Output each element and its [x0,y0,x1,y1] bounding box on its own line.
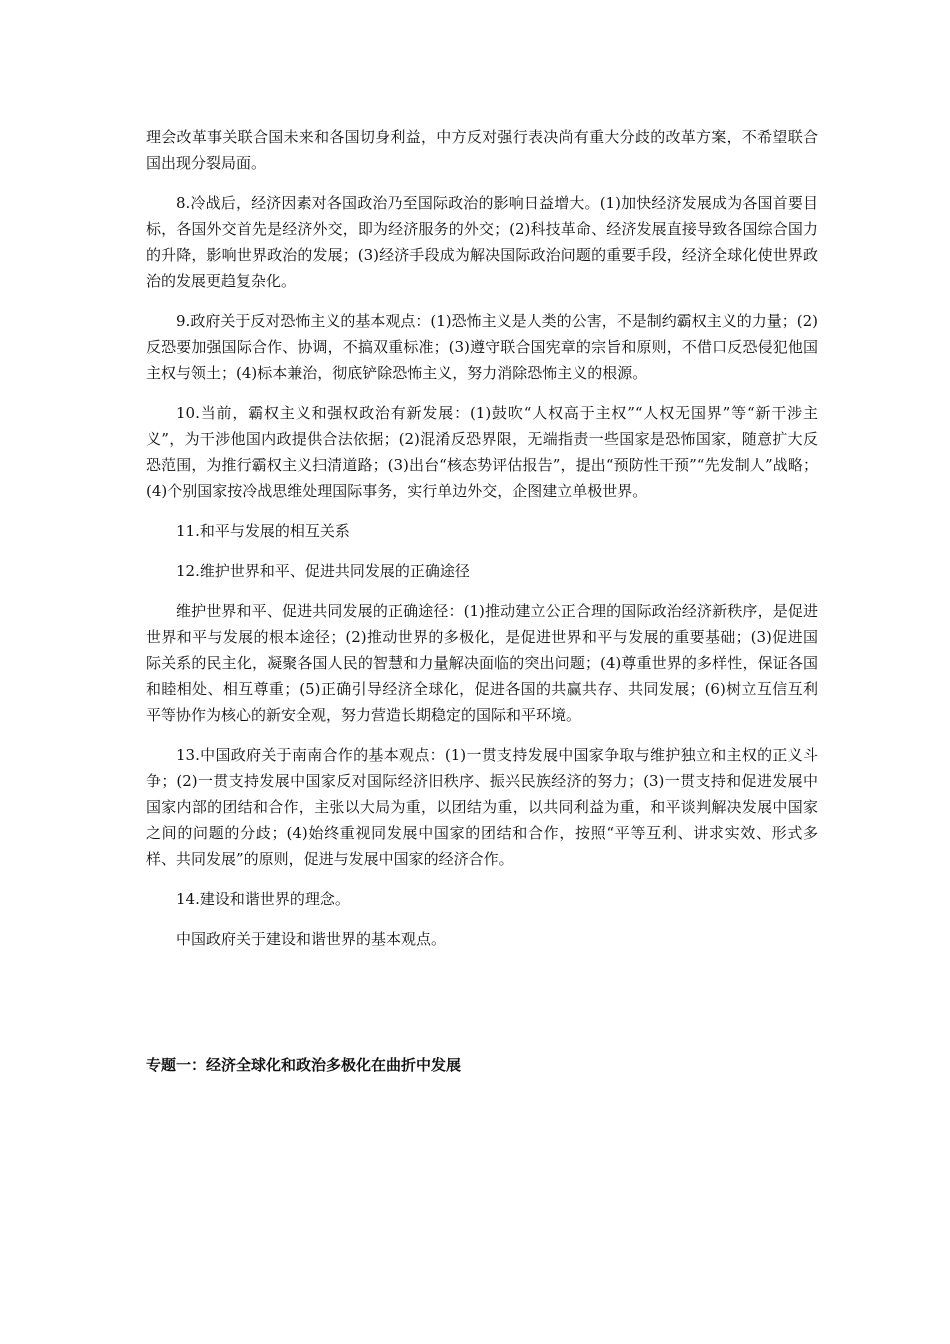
section-heading: 专题一：经济全球化和政治多极化在曲折中发展 [146,1056,462,1074]
paragraph-14-detail: 中国政府关于建设和谐世界的基本观点。 [176,930,447,948]
paragraph-14: 14.建设和谐世界的理念。 [176,890,350,908]
section-spacer [146,966,818,1052]
paragraph-12-detail: 维护世界和平、促进共同发展的正确途径：(1)推动建立公正合理的国际政治经济新秩序，是促进世界和平与发展的根本途径；(2)推动世界的多极化，是促进世界和平与发展的重要基础；(3)促进国际关系的民主化，凝聚各国人民的智慧和力量解决面临的突出问题；(4)尊重世界的多样性，保证各国和睦相处、相互尊重；(5)正确引导经济全球化，促进各国的共赢共存、共同发展；(6)树立互信互利平等协作为核心的新安全观，努力营造长期稳定的国际和平环境。 [146,602,818,724]
paragraph-11: 11.和平与发展的相互关系 [176,522,350,540]
paragraph-un-reform: 理会改革事关联合国未来和各国切身利益，中方反对强行表决尚有重大分歧的改革方案，不希望联合国出现分裂局面。 [146,128,818,172]
paragraph-8: 8.冷战后，经济因素对各国政治乃至国际政治的影响日益增大。(1)加快经济发展成为各国首要目标，各国外交首先是经济外交，即为经济服务的外交；(2)科技革命、经济发展直接导致各国综合国力的升降，影响世界政治的发展；(3)经济手段成为解决国际政治问题的重要手段，经济全球化使世界政治的发展更趋复杂化。 [146,194,818,290]
paragraph-12: 12.维护世界和平、促进共同发展的正确途径 [176,562,470,580]
paragraph-10: 10.当前，霸权主义和强权政治有新发展：(1)鼓吹“人权高于主权”“人权无国界”等“新干涉主义”，为干涉他国内政提供合法依据；(2)混淆反恐界限，无端指责一些国家是恐怖国家，随意扩大反恐范围，为推行霸权主义扫清道路；(3)出台“核态势评估报告”，提出“预防性干预”“先发制人”战略；(4)个别国家按冷战思维处理国际事务，实行单边外交，企图建立单极世界。 [146,404,818,500]
paragraph-9: 9.政府关于反对恐怖主义的基本观点：(1)恐怖主义是人类的公害，不是制约霸权主义的力量；(2)反恐要加强国际合作、协调，不搞双重标准；(3)遵守联合国宪章的宗旨和原则，不借口反恐侵犯他国主权与领土；(4)标本兼治，彻底铲除恐怖主义，努力消除恐怖主义的根源。 [146,312,818,382]
paragraph-13: 13.中国政府关于南南合作的基本观点：(1)一贯支持发展中国家争取与维护独立和主权的正义斗争；(2)一贯支持发展中国家反对国际经济旧秩序、振兴民族经济的努力；(3)一贯支持和促进发展中国家内部的团结和合作，主张以大局为重，以团结为重，以共同利益为重，和平谈判解决发展中国家之间的问题的分歧；(4)始终重视同发展中国家的团结和合作，按照“平等互利、讲求实效、形式多样、共同发展”的原则，促进与发展中国家的经济合作。 [146,746,818,868]
document-page [146,124,818,1078]
